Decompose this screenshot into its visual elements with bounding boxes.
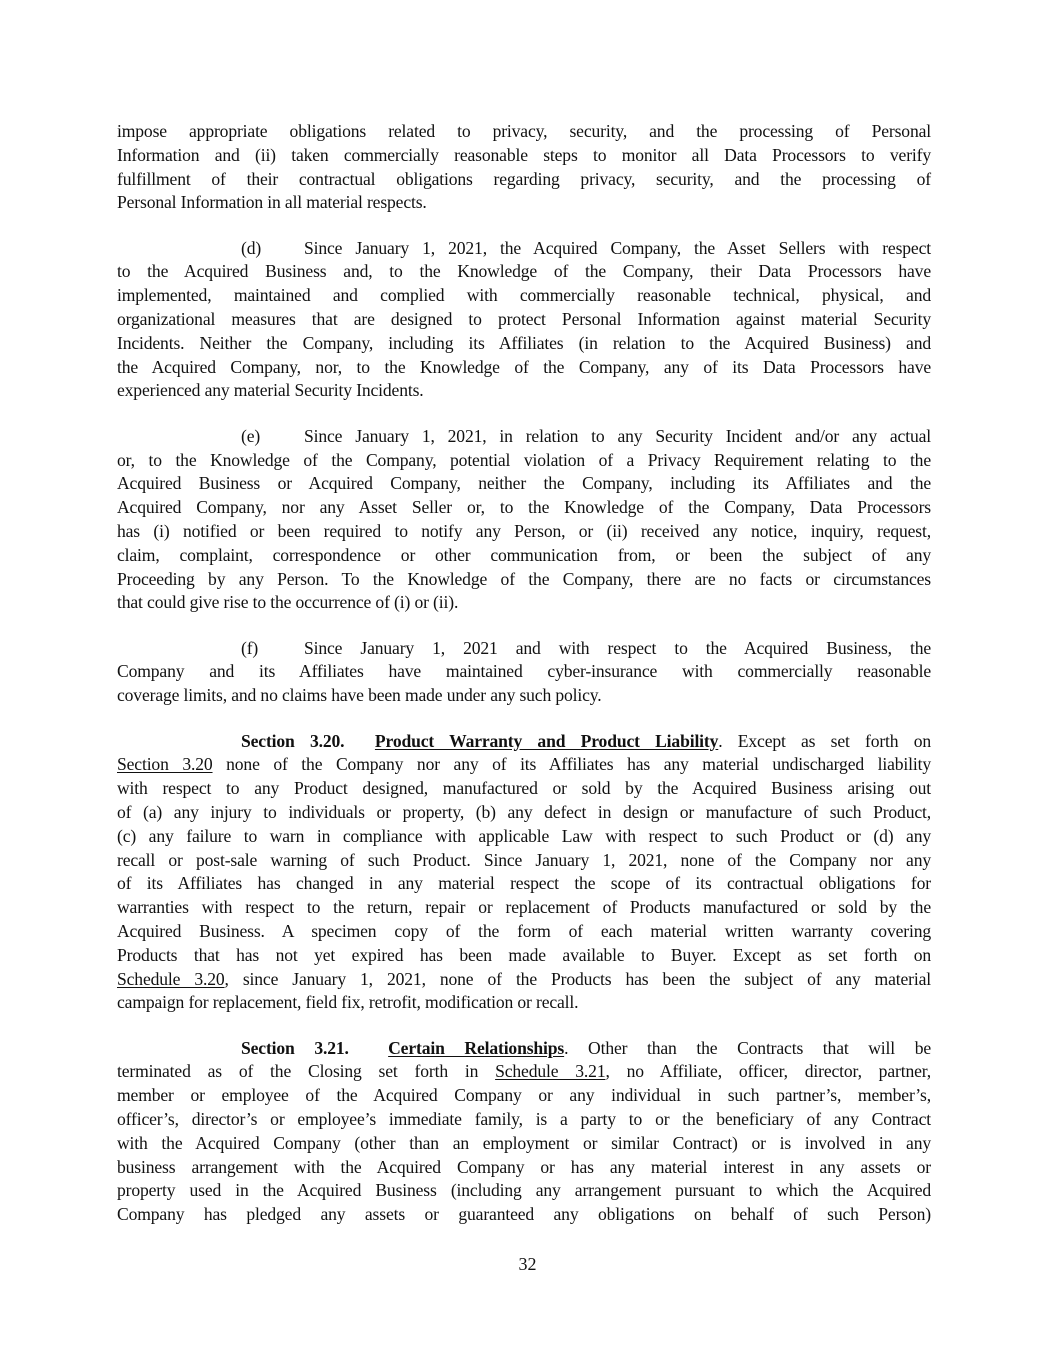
text-line	[117, 684, 931, 708]
text-line	[117, 472, 931, 496]
text-segment: Acquired Company, nor any Asset Seller or, to the Knowledge of the Company, Data Processors	[117, 497, 931, 518]
text-segment: Since January 1, 2021, in relation to any Security Incident and/or any actual	[304, 425, 931, 446]
text-segment: Company has pledged any assets or guaranteed any obligations on behalf of such Person)	[117, 1204, 931, 1225]
text-line	[117, 237, 931, 261]
text-segment: with the Acquired Company (other than an employment or similar Contract) or is involved in any	[117, 1132, 931, 1153]
text-segment: Personal Information in all material respects.	[117, 192, 427, 213]
text-segment: . Other than the Contracts that will be	[564, 1037, 931, 1058]
text-segment: has (i) notified or been required to notify any Person, or (ii) received any notice, inquiry, request,	[117, 520, 931, 541]
subsection-label: (e)	[241, 425, 261, 446]
text-line	[117, 449, 931, 473]
text-segment: (c) any failure to warn in compliance with applicable Law with respect to such Product or (d) any	[117, 825, 931, 846]
text-line	[117, 544, 931, 568]
text-line	[117, 825, 931, 849]
text-segment: Acquired Business or Acquired Company, neither the Company, including its Affiliates and the	[117, 473, 931, 494]
text-line	[117, 520, 931, 544]
paragraph	[117, 237, 931, 404]
text-line	[117, 1179, 931, 1203]
text-line	[117, 379, 931, 403]
text-segment: recall or post-sale warning of such Product. Since January 1, 2021, none of the Company nor any	[117, 849, 931, 870]
text-line	[117, 496, 931, 520]
section-heading-title: Product Warranty and Product Liability	[374, 730, 719, 751]
text-line	[117, 1203, 931, 1227]
text-segment: or, to the Knowledge of the Company, potential violation of a Privacy Requirement relating to the	[117, 449, 931, 470]
text-segment	[349, 1038, 388, 1058]
text-line	[117, 660, 931, 684]
text-segment: implemented, maintained and complied with commercially reasonable technical, physical, and	[117, 285, 931, 306]
text-segment: , no Affiliate, officer, director, partner,	[605, 1061, 931, 1082]
text-line	[117, 896, 931, 920]
document-page	[117, 120, 931, 1248]
text-line	[117, 425, 931, 449]
paragraph	[117, 637, 931, 708]
subsection-label: (f)	[241, 637, 259, 658]
text-segment: business arrangement with the Acquired Company or has any material interest in any assets or	[117, 1156, 931, 1177]
text-segment	[344, 731, 375, 751]
text-line	[117, 968, 931, 992]
text-line	[117, 872, 931, 896]
text-segment: the Acquired Company, nor, to the Knowledge of the Company, any of its Data Processors have	[117, 356, 931, 377]
text-segment: with respect to any Product designed, manufactured or sold by the Acquired Business arising out	[117, 778, 931, 799]
text-segment: fulfillment of their contractual obligations regarding privacy, security, and the processing of	[117, 168, 931, 189]
text-line	[117, 920, 931, 944]
text-segment: of (a) any injury to individuals or property, (b) any defect in design or manufacture of such Product,	[117, 801, 931, 822]
cross-reference-link: Section 3.20	[117, 754, 213, 775]
section-heading-title: Certain Relationships	[388, 1037, 565, 1058]
text-line	[117, 1132, 931, 1156]
text-segment: Since January 1, 2021 and with respect to the Acquired Business, the	[304, 637, 931, 658]
text-line	[117, 1060, 931, 1084]
text-line	[117, 777, 931, 801]
text-line	[117, 284, 931, 308]
text-line	[117, 591, 931, 615]
section-number: Section 3.20.	[241, 730, 345, 751]
text-line	[117, 356, 931, 380]
paragraph	[117, 120, 931, 215]
text-segment: impose appropriate obligations related to privacy, security, and the processing of Personal	[117, 121, 931, 141]
text-segment: . Except as set forth on	[718, 730, 931, 751]
text-segment: warranties with respect to the return, repair or replacement of Products manufactured or sold by the	[117, 897, 931, 918]
text-line	[117, 637, 931, 661]
text-line	[117, 568, 931, 592]
text-line	[117, 1084, 931, 1108]
text-line	[117, 849, 931, 873]
text-line	[117, 260, 931, 284]
cross-reference-link: Schedule 3.21	[495, 1061, 606, 1082]
text-segment: terminated as of the Closing set forth in	[117, 1061, 496, 1082]
text-segment: coverage limits, and no claims have been made under any such policy.	[117, 685, 602, 706]
text-line	[117, 308, 931, 332]
text-segment: none of the Company nor any of its Affiliates has any material undischarged liability	[212, 754, 931, 775]
text-segment: Since January 1, 2021, the Acquired Company, the Asset Sellers with respect	[304, 237, 931, 258]
text-line	[117, 944, 931, 968]
subsection-label: (d)	[241, 237, 262, 258]
text-line	[117, 730, 931, 754]
text-line	[117, 1108, 931, 1132]
page-number: 32	[518, 1254, 537, 1274]
text-segment: Proceeding by any Person. To the Knowledge of the Company, there are no facts or circumstances	[117, 568, 931, 589]
text-line	[117, 168, 931, 192]
text-line	[117, 191, 931, 215]
text-segment: organizational measures that are designed to protect Personal Information against material Security	[117, 309, 931, 330]
text-segment: campaign for replacement, field fix, retrofit, modification or recall.	[117, 992, 579, 1013]
text-segment: , since January 1, 2021, none of the Products has been the subject of any material	[224, 968, 931, 989]
text-segment: of its Affiliates has changed in any material respect the scope of its contractual obligations for	[117, 873, 931, 894]
text-line	[117, 991, 931, 1015]
text-segment: Products that has not yet expired has been made available to Buyer. Except as set forth on	[117, 944, 931, 965]
section-number: Section 3.21.	[241, 1037, 349, 1058]
text-line	[117, 332, 931, 356]
text-line	[117, 801, 931, 825]
text-segment: Company and its Affiliates have maintained cyber-insurance with commercially reasonable	[117, 661, 931, 682]
text-segment: officer’s, director’s or employee’s immediate family, is a party to or the beneficiary of any Contract	[117, 1108, 931, 1129]
text-segment: property used in the Acquired Business (including any arrangement pursuant to which the Acquired	[117, 1180, 931, 1201]
text-line	[117, 1037, 931, 1061]
text-line	[117, 120, 931, 144]
paragraph	[117, 730, 931, 1016]
text-segment: experienced any material Security Incidents.	[117, 380, 424, 401]
text-segment: claim, complaint, correspondence or other communication from, or been the subject of any	[117, 544, 931, 565]
paragraph	[117, 1037, 931, 1227]
text-segment: that could give rise to the occurrence of (i) or (ii).	[117, 592, 459, 613]
text-segment: Incidents. Neither the Company, including its Affiliates (in relation to the Acquired Business) and	[117, 332, 931, 353]
text-line	[117, 144, 931, 168]
text-segment: Information and (ii) taken commercially reasonable steps to monitor all Data Processors to verify	[117, 144, 931, 165]
cross-reference-link: Schedule 3.20	[117, 968, 225, 989]
paragraph	[117, 425, 931, 615]
text-segment: to the Acquired Business and, to the Knowledge of the Company, their Data Processors have	[117, 261, 931, 282]
text-segment: member or employee of the Acquired Company or any individual in such partner’s, member’s,	[117, 1085, 931, 1106]
text-line	[117, 753, 931, 777]
text-segment: Acquired Business. A specimen copy of the form of each material written warranty covering	[117, 920, 931, 941]
text-line	[117, 1156, 931, 1180]
